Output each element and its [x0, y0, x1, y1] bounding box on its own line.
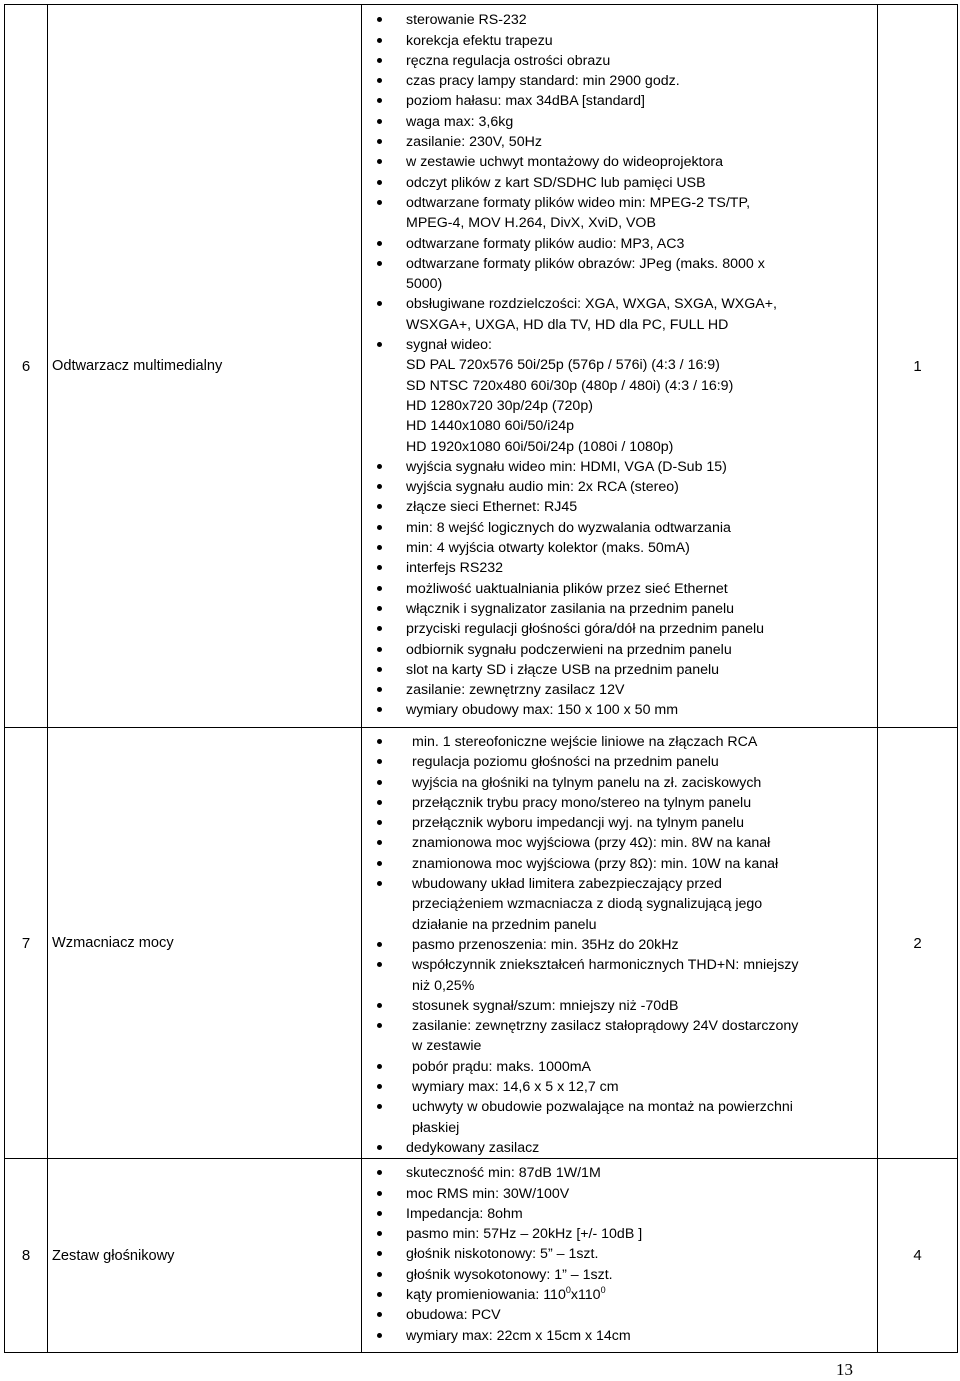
spec-item: [362, 152, 877, 172]
spec-item: [362, 1184, 877, 1204]
spec-item: [362, 579, 877, 599]
spec-item-line: regulacja poziomu głośności na przednim panelu: [412, 754, 719, 771]
row-number: 7: [5, 728, 48, 1159]
spec-item: [362, 1285, 877, 1305]
spec-item: [362, 558, 877, 578]
item-name: Odtwarzacz multimedialny: [48, 5, 362, 728]
table-row: [5, 1159, 958, 1353]
degree-superscript: 0: [600, 1285, 606, 1296]
item-quantity: 4: [878, 1159, 958, 1353]
spec-item-line: odtwarzane formaty plików obrazów: JPeg (maks. 8000 x: [406, 255, 765, 272]
spec-item-line: SD NTSC 720x480 60i/30p (480p / 480i) (4:3 / 16:9): [406, 377, 734, 394]
spec-item-line: w zestawie uchwyt montażowy do wideoprojektora: [406, 154, 724, 171]
spec-item: [362, 773, 877, 793]
spec-item: [362, 1057, 877, 1077]
spec-item-line: obudowa: PCV: [406, 1307, 501, 1324]
spec-item-line: min: 4 wyjścia otwarty kolektor (maks. 50mA): [406, 540, 690, 557]
spec-item-line: wymiary max: 14,6 x 5 x 12,7 cm: [412, 1079, 619, 1096]
row-number: 6: [5, 5, 48, 728]
spec-item-line: czas pracy lampy standard: min 2900 godz.: [406, 73, 680, 90]
spec-item: [362, 477, 877, 497]
item-specification: [362, 728, 878, 1159]
spec-item-line: złącze sieci Ethernet: RJ45: [406, 499, 578, 516]
spec-item-line: stosunek sygnał/szum: mniejszy niż -70dB: [412, 997, 679, 1014]
spec-item-line: moc RMS min: 30W/100V: [406, 1185, 570, 1202]
table-row: [5, 5, 958, 728]
spec-item: [362, 335, 877, 457]
spec-item: [362, 1326, 877, 1346]
spec-item-line: współczynnik zniekształceń harmonicznych THD+N: mniejszy: [412, 957, 799, 974]
spec-item-line: w zestawie: [412, 1038, 482, 1055]
spec-item-line: wyjścia na głośniki na tylnym panelu na zł. zaciskowych: [412, 774, 762, 791]
spec-item: [362, 619, 877, 639]
spec-item: [362, 254, 877, 295]
spec-item-line: znamionowa moc wyjściowa (przy 4Ω): min. 8W na kanał: [412, 835, 771, 852]
page-number: 13: [836, 1360, 853, 1379]
spec-item: [362, 1138, 877, 1158]
spec-item: [362, 112, 877, 132]
spec-item-line: wbudowany układ limitera zabezpieczający przed: [412, 876, 722, 893]
spec-item-line: odbiornik sygnału podczerwieni na przednim panelu: [406, 641, 732, 658]
spec-item: [362, 599, 877, 619]
spec-item-line: HD 1440x1080 60i/50/i24p: [406, 418, 575, 435]
spec-item: [362, 874, 877, 935]
spec-item-line: pasmo min: 57Hz – 20kHz [+/- 10dB ]: [406, 1226, 643, 1243]
item-name: Wzmacniacz mocy: [48, 728, 362, 1159]
spec-item-line: HD 1920x1080 60i/50i/24p (1080i / 1080p): [406, 438, 674, 455]
spec-item-line: niż 0,25%: [412, 977, 475, 994]
spec-list: [362, 1163, 877, 1346]
spec-item-line: płaskiej: [412, 1119, 460, 1136]
spec-item: [362, 538, 877, 558]
spec-item-line: pasmo przenoszenia: min. 35Hz do 20kHz: [412, 936, 679, 953]
spec-item: [362, 955, 877, 996]
spec-item: [362, 10, 877, 30]
spec-item-line: interfejs RS232: [406, 560, 503, 577]
spec-item-line: slot na karty SD i złącze USB na przednim panelu: [406, 661, 720, 678]
spec-item: [362, 193, 877, 234]
spec-item-line: znamionowa moc wyjściowa (przy 8Ω): min. 10W na kanał: [412, 855, 779, 872]
spec-item: [362, 51, 877, 71]
spec-item-line: WSXGA+, UXGA, HD dla TV, HD dla PC, FULL HD: [406, 316, 729, 333]
spec-item-line: odczyt plików z kart SD/SDHC lub pamięci USB: [406, 174, 706, 191]
spec-item: [362, 793, 877, 813]
spec-item: [362, 1163, 877, 1183]
spec-item: [362, 1244, 877, 1264]
spec-item-line: odtwarzane formaty plików wideo min: MPEG-2 TS/TP,: [406, 194, 751, 211]
spec-item-line: SD PAL 720x576 50i/25p (576p / 576i) (4:3 / 16:9): [406, 357, 720, 374]
spec-item-line: poziom hałasu: max 34dBA [standard]: [406, 93, 645, 110]
item-specification: [362, 5, 878, 728]
item-specification: [362, 1159, 878, 1353]
spec-item-line: sterowanie RS-232: [406, 12, 527, 29]
spec-item: [362, 173, 877, 193]
spec-item-line: przeciążeniem wzmacniacza z diodą sygnalizującą jego: [412, 896, 763, 913]
spec-item-line: przełącznik wyboru impedancji wyj. na tylnym panelu: [412, 815, 744, 832]
spec-item: [362, 996, 877, 1016]
spec-item: [362, 833, 877, 853]
spec-item-line: ręczna regulacja ostrości obrazu: [406, 52, 611, 69]
spec-item: [362, 1224, 877, 1244]
spec-item-line: głośnik wysokotonowy: 1” – 1szt.: [406, 1266, 613, 1283]
spec-item: [362, 854, 877, 874]
spec-item-line: obsługiwane rozdzielczości: XGA, WXGA, SXGA, WXGA+,: [406, 296, 777, 313]
spec-item-line: wymiary obudowy max: 150 x 100 x 50 mm: [406, 702, 679, 719]
spec-item-line: wyjścia sygnału wideo min: HDMI, VGA (D-Sub 15): [406, 458, 727, 475]
spec-item-line: przełącznik trybu pracy mono/stereo na tylnym panelu: [412, 794, 752, 811]
spec-list: [362, 10, 877, 720]
spec-item-line: wymiary max: 22cm x 15cm x 14cm: [406, 1327, 631, 1344]
spec-item-line: min. 1 stereofoniczne wejście liniowe na złączach RCA: [412, 734, 758, 750]
spec-item-line: waga max: 3,6kg: [406, 113, 514, 130]
spec-item-line: pobór prądu: maks. 1000mA: [412, 1058, 592, 1075]
spec-item: [362, 518, 877, 538]
spec-item-line: zasilanie: zewnętrzny zasilacz stałoprądowy 24V dostarczony: [412, 1018, 799, 1035]
spec-item: [362, 1265, 877, 1285]
spec-item: [362, 71, 877, 91]
spec-item: [362, 732, 877, 752]
degree-superscript: 0: [565, 1285, 571, 1296]
spec-item: [362, 497, 877, 517]
spec-item: [362, 1204, 877, 1224]
spec-item-line: głośnik niskotonowy: 5” – 1szt.: [406, 1246, 599, 1263]
spec-item-line: możliwość uaktualniania plików przez sieć Ethernet: [406, 580, 728, 597]
spec-item-line: zasilanie: zewnętrzny zasilacz 12V: [406, 682, 625, 699]
spec-item: [362, 935, 877, 955]
table-row: [5, 728, 958, 1159]
spec-item: [362, 294, 877, 335]
spec-item: [362, 91, 877, 111]
spec-item-line: min: 8 wejść logicznych do wyzwalania odtwarzania: [406, 519, 731, 536]
spec-item-line: włącznik i sygnalizator zasilania na przednim panelu: [406, 600, 735, 617]
spec-item-line: skuteczność min: 87dB 1W/1M: [406, 1165, 601, 1182]
spec-item: [362, 813, 877, 833]
spec-item: [362, 1305, 877, 1325]
spec-item: [362, 640, 877, 660]
spec-item-line: działanie na przednim panelu: [412, 916, 597, 933]
row-number: 8: [5, 1159, 48, 1353]
spec-item: [362, 457, 877, 477]
spec-item-line: uchwyty w obudowie pozwalające na montaż na powierzchni: [412, 1099, 793, 1116]
spec-item: [362, 234, 877, 254]
item-quantity: 2: [878, 728, 958, 1159]
spec-item-line: kąty promieniowania: $110^0x110^0$: [406, 1285, 606, 1304]
spec-item-line: sygnał wideo:: [406, 337, 492, 354]
spec-item: [362, 1077, 877, 1097]
spec-item-line: 5000): [406, 276, 443, 293]
spec-item-line: korekcja efektu trapezu: [406, 32, 553, 49]
spec-item-line: zasilanie: 230V, 50Hz: [406, 134, 542, 151]
spec-item-line: przyciski regulacji głośności góra/dół na przednim panelu: [406, 621, 765, 638]
spec-item: [362, 1097, 877, 1138]
item-quantity: 1: [878, 5, 958, 728]
spec-item: [362, 132, 877, 152]
spec-item-line: odtwarzane formaty plików audio: MP3, AC3: [406, 235, 685, 252]
item-name: Zestaw głośnikowy: [48, 1159, 362, 1353]
spec-item: [362, 752, 877, 772]
spec-item-line: dedykowany zasilacz: [406, 1139, 540, 1156]
spec-item: [362, 700, 877, 720]
spec-item-line: Impedancja: 8ohm: [406, 1205, 523, 1222]
spec-list: [362, 732, 877, 1158]
spec-item: [362, 1016, 877, 1057]
specification-table: [4, 4, 958, 1353]
spec-item: [362, 680, 877, 700]
spec-item-line: MPEG-4, MOV H.264, DivX, XviD, VOB: [406, 215, 656, 232]
spec-item-line: wyjścia sygnału audio min: 2x RCA (stereo): [406, 479, 679, 496]
spec-item-line: HD 1280x720 30p/24p (720p): [406, 397, 593, 414]
spec-item: [362, 660, 877, 680]
spec-item: [362, 31, 877, 51]
